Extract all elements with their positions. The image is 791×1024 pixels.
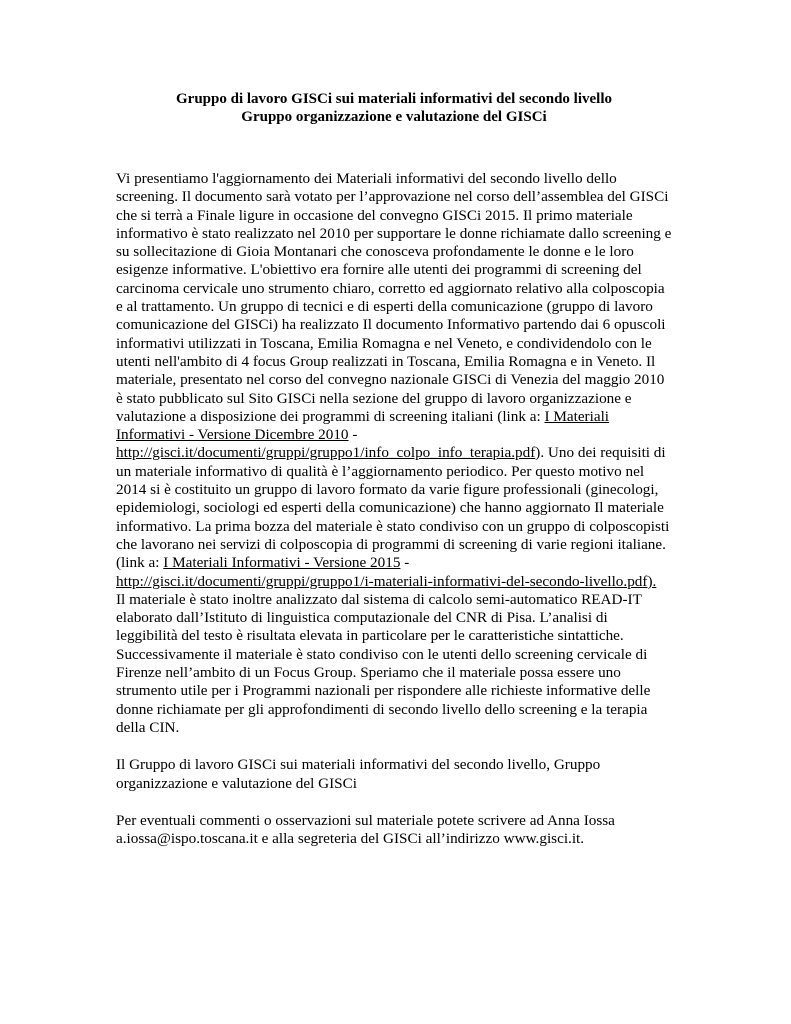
- intro-text-e: Il materiale è stato inoltre analizzato dal sistema di calcolo semi-automatico READ-IT elaborato dall’Istituto di linguistica computazionale del CNR di Pisa. L’analisi di leggibilità del testo è risultata elevata in particolare per le caratteristiche sintattiche. Successivamente il materiale è stato condiviso con le utenti dello screening cervicale di Firenze nell’ambito di un Focus Group. Speriamo che il materiale possa essere uno strumento utile per i Programmi nazionali per rispondere alle richieste informative delle donne richiamate per gli approfondimenti di secondo livello dello screening e la terapia della CIN.: [116, 590, 651, 736]
- document-title-line-2: Gruppo organizzazione e valutazione del GISCi: [241, 109, 547, 125]
- link-url-2010[interactable]: http://gisci.it/documenti/gruppi/gruppo1/info_colpo_info_terapia.pdf: [116, 444, 536, 462]
- intro-paragraph: [116, 170, 672, 737]
- contact-paragraph: Per eventuali commenti o osservazioni sul materiale potete scrivere ad Anna Iossa a.iossa@ispo.toscana.it e alla segreteria del GISCi all’indirizzo www.gisci.it.: [116, 811, 615, 848]
- title-block: [116, 90, 672, 126]
- document-page: [116, 90, 672, 848]
- link-materials-2015[interactable]: I Materiali Informativi - Versione 2015: [163, 554, 401, 572]
- signature-paragraph: Il Gruppo di lavoro GISCi sui materiali informativi del secondo livello, Gruppo organizzazione e valutazione del GISCi: [116, 756, 601, 792]
- link-materials-2010[interactable]: I Materiali Informativi - Versione Dicembre 2010: [116, 407, 610, 444]
- document-title-line-1: Gruppo di lavoro GISCi sui materiali informativi del secondo livello: [176, 91, 612, 107]
- intro-text-a: Vi presentiamo l'aggiornamento dei Materiali informativi del secondo livello dello screening. Il documento sarà votato per l’approvazione nel corso dell’assemblea del GISCi che si terrà a Finale ligure in occasione del convegno GISCi 2015. Il primo materiale informativo è stato realizzato nel 2010 per supportare le donne richiamate dallo screening e su sollecitazione di Gioia Montanari che conosceva profondamente le donne e le loro esigenze informative. L'obiettivo era fornire alle utenti dei programmi di screening del carcinoma cervicale uno strumento chiaro, corretto ed aggiornato relativo alla colposcopia e al trattamento. Un gruppo di tecnici e di esperti della comunicazione (gruppo di lavoro comunicazione del GISCi) ha realizzato Il documento Informativo partendo dai 6 opuscoli informativi utilizzati in Toscana, Emilia Romagna e nel Veneto, e condividendolo con le utenti nell'ambito di 4 focus Group realizzati in Toscana, Emilia Romagna e in Veneto. Il materiale, presentato nel corso del convegno nazionale GISCi di Venezia del maggio 2010 è stato pubblicato sul Sito GISCi nella sezione del gruppo di lavoro organizzazione e valutazione a disposizione dei programmi di screening italiani (link a:: [116, 170, 672, 425]
- intro-text-d: -: [400, 554, 410, 572]
- link-url-2015[interactable]: http://gisci.it/documenti/gruppi/gruppo1/i-materiali-informativi-del-secondo-livello.pdf).: [116, 572, 657, 590]
- intro-text-c: ). Uno dei requisiti di un materiale informativo di qualità è l’aggiornamento periodico. Per questo motivo nel 2014 si è costituito un gruppo di lavoro formato da varie figure professionali (ginecologi, epidemiologi, sociologi ed esperti della comunicazione) che hanno aggiornato Il materiale informativo. La prima bozza del materiale è stato condiviso con un gruppo di colposcopisti che lavorano nei servizi di colposcopia di programmi di screening di varie regioni italiane. (link a:: [116, 444, 670, 572]
- intro-text-b: -: [348, 426, 358, 444]
